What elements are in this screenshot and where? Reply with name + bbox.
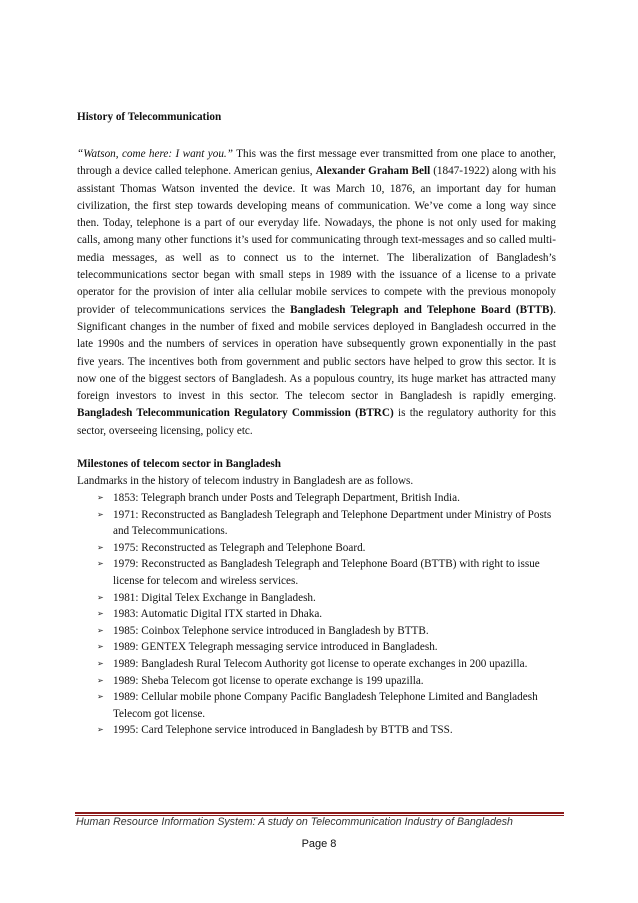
list-item: ➢ 1985: Coinbox Telephone service introduced in Bangladesh by BTTB.: [97, 623, 556, 640]
history-paragraph: [77, 146, 556, 440]
bold-bell: Alexander Graham Bell: [315, 165, 431, 178]
list-item: ➢ 1989: Sheba Telecom got license to operate exchange is 199 upazilla.: [97, 673, 556, 690]
list-item: ➢ 1971: Reconstructed as Bangladesh Telegraph and Telephone Department under Ministry of Posts and Telecommunications.: [97, 508, 552, 538]
arrow-bullet-icon: ➢: [97, 692, 104, 702]
arrow-bullet-icon: ➢: [97, 642, 104, 652]
page-number: Page 8: [301, 838, 337, 850]
milestones-list: [77, 490, 556, 739]
list-item: ➢ 1981: Digital Telex Exchange in Bangladesh.: [97, 590, 556, 607]
arrow-bullet-icon: ➢: [97, 609, 104, 619]
footer-rule-thick: [75, 812, 564, 814]
list-item: ➢ 1989: Bangladesh Rural Telecom Authority got license to operate exchanges in 200 upazilla.: [97, 656, 556, 673]
milestones-intro: Landmarks in the history of telecom industry in Bangladesh are as follows.: [77, 475, 414, 488]
bold-bttb: Bangladesh Telegraph and Telephone Board (BTTB): [290, 303, 554, 316]
arrow-bullet-icon: ➢: [97, 658, 104, 668]
arrow-bullet-icon: ➢: [97, 625, 104, 635]
arrow-bullet-icon: ➢: [97, 592, 104, 602]
history-text-a: This was the first message ever transmitted from one place to another, through a device called telephone. American genius,: [77, 148, 556, 178]
list-item: ➢ 1989: Cellular mobile phone Company Pacific Bangladesh Telephone Limited and Bangladesh Telecom got license.: [97, 691, 538, 720]
arrow-bullet-icon: ➢: [97, 493, 104, 503]
history-text-d: is the regulatory authority for this sector, overseeing licensing, policy etc.: [77, 407, 557, 437]
document-body: [77, 109, 556, 739]
history-text-b: (1847-1922) along with his assistant Thomas Watson invented the device. It was March 10, 1876, an important day for human civilization, the first step towards developing means of communication. We’ve come a long way since then. Today, telephone is a part of our everyday life. Nowadays, the phone is not only used for making calls, among many other functions it’s used for communicating through text-messages and so called multi-media messages, as well as to connect us to the internet. The liberalization of Bangladesh’s telecommunications sector began with small steps in 1989 with the issuance of a license to a private operator for the provision of inter alia cellular mobile services to compete with the previous monopoly provider of telecommunications services the: [77, 165, 556, 316]
arrow-bullet-icon: ➢: [97, 542, 104, 552]
list-item: ➢ 1979: Reconstructed as Bangladesh Telegraph and Telephone Board (BTTB) with right to issue license for telecom and wireless services.: [97, 558, 540, 588]
watson-quote: “Watson, come here: I want you.”: [77, 148, 233, 160]
list-item: ➢ 1853: Telegraph branch under Posts and Telegraph Department, British India.: [97, 490, 556, 507]
bold-btrc: Bangladesh Telecommunication Regulatory Commission (BTRC): [77, 407, 394, 420]
arrow-bullet-icon: ➢: [97, 559, 104, 569]
arrow-bullet-icon: ➢: [97, 675, 104, 685]
history-text-c: . Significant changes in the number of fixed and mobile services deployed in Bangladesh occurred in the late 1990s and the numbers of services in operation have subsequently grown exponentially in the past five years. The incentives both from government and public sectors have helped to grow this sector. It is now one of the biggest sectors of Bangladesh. As a populous country, its huge market has attracted many foreign investors to invest in this sector. The telecom sector in Bangladesh is rapidly emerging.: [77, 303, 556, 403]
footer-title: Human Resource Information System: A study on Telecommunication Industry of Bangladesh: [76, 816, 513, 828]
list-item: ➢ 1989: GENTEX Telegraph messaging service introduced in Bangladesh.: [97, 639, 556, 656]
arrow-bullet-icon: ➢: [97, 509, 104, 519]
arrow-bullet-icon: ➢: [97, 725, 104, 735]
list-item: ➢ 1975: Reconstructed as Telegraph and Telephone Board.: [97, 540, 556, 557]
list-item: ➢ 1983: Automatic Digital ITX started in Dhaka.: [97, 606, 556, 623]
list-item: ➢ 1995: Card Telephone service introduced in Bangladesh by BTTB and TSS.: [97, 722, 556, 739]
section-heading-milestones: Milestones of telecom sector in Bangladesh: [77, 458, 281, 471]
section-heading-history: History of Telecommunication: [77, 111, 222, 123]
